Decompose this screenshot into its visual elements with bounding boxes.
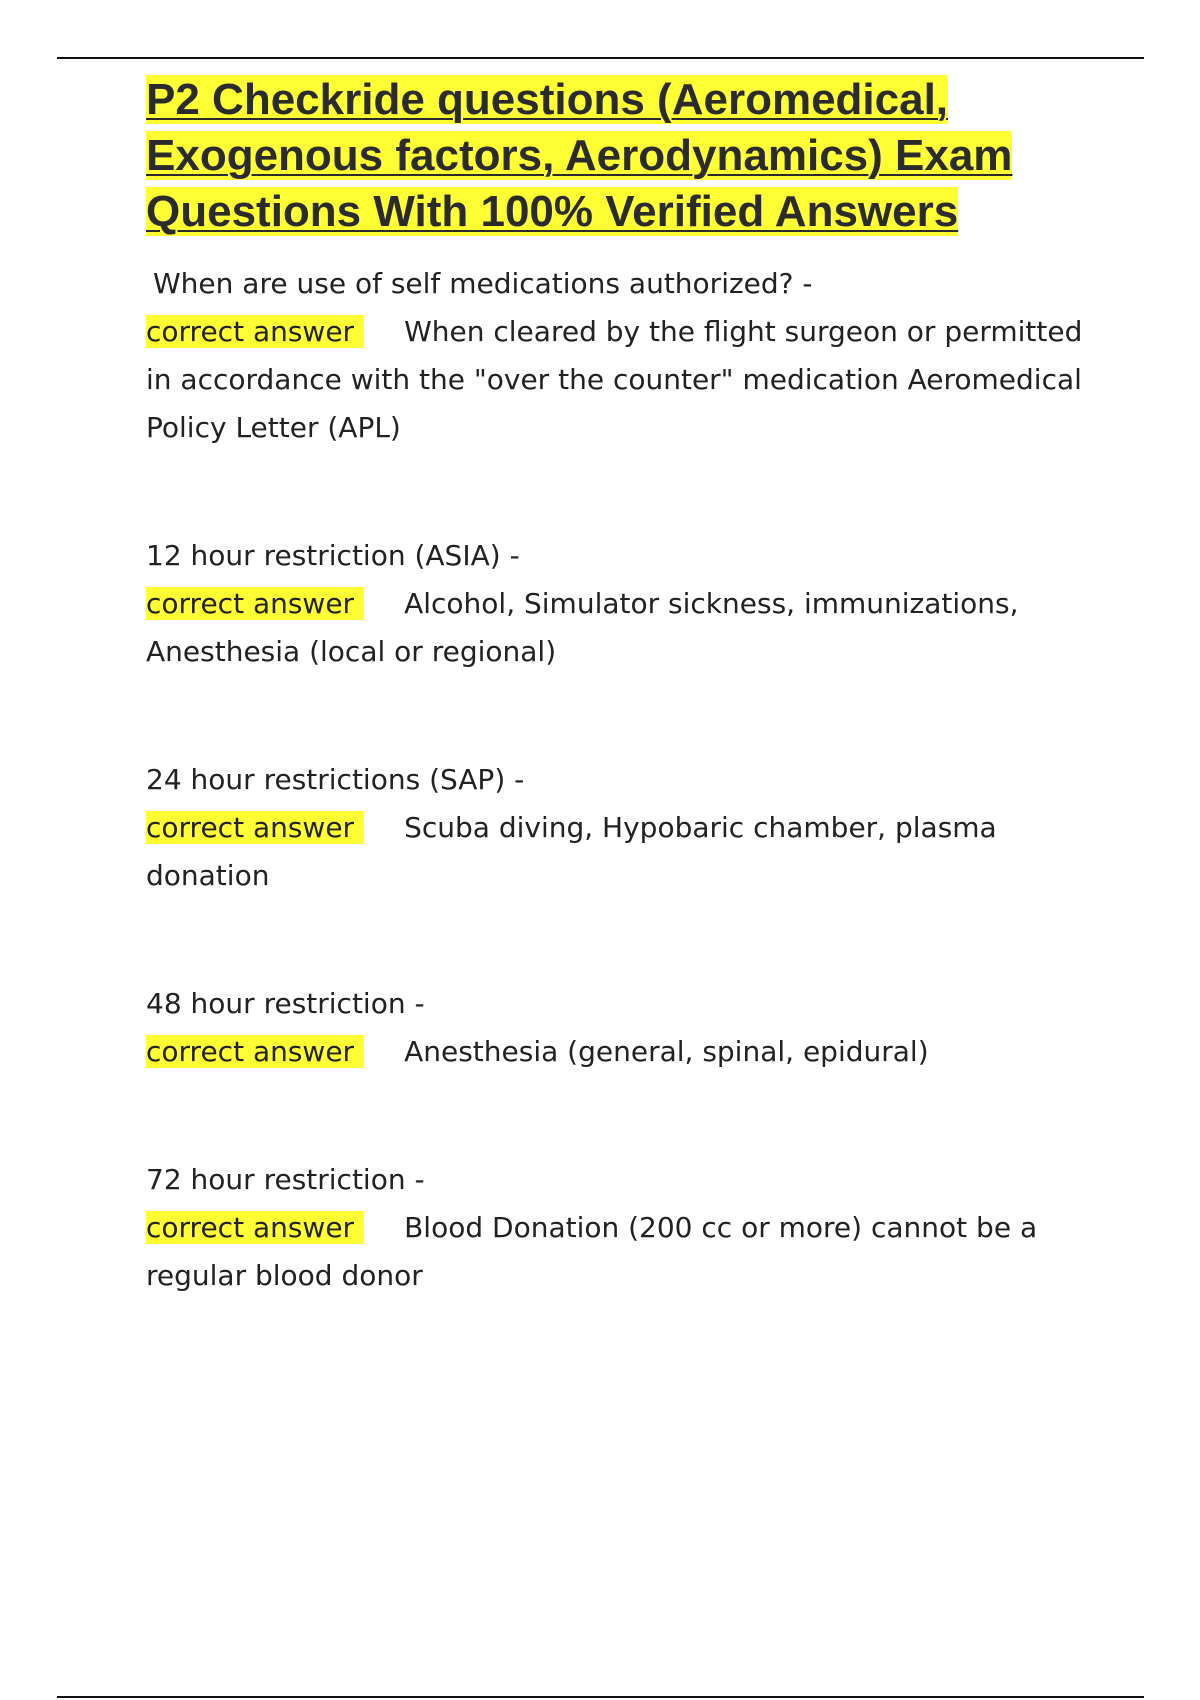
answer-block: [146, 804, 1086, 900]
answer-block: [146, 580, 1086, 676]
answer-text: Alcohol, Simulator sickness, immunizations, Anesthesia (local or regional): [146, 587, 1019, 668]
question-text: 72 hour restriction -: [146, 1163, 425, 1196]
qa-item: [146, 532, 1086, 676]
question-text: 24 hour restrictions (SAP) -: [146, 763, 525, 796]
answer-text: Scuba diving, Hypobaric chamber, plasma donation: [146, 811, 997, 892]
qa-item: [146, 1156, 1086, 1300]
correct-answer-label: correct answer: [146, 811, 364, 844]
document-title: [146, 72, 1086, 240]
question-text: 48 hour restriction -: [146, 987, 425, 1020]
qa-item: [146, 756, 1086, 900]
answer-text: Anesthesia (general, spinal, epidural): [404, 1035, 929, 1068]
correct-answer-label: correct answer: [146, 1211, 364, 1244]
document-title-text: P2 Checkride questions (Aeromedical, Exogenous factors, Aerodynamics) Exam Questions With 100% Verified Answers: [146, 75, 1013, 236]
answer-text: Blood Donation (200 cc or more) cannot be a regular blood donor: [146, 1211, 1038, 1292]
qa-item: [146, 980, 1086, 1076]
answer-block: [146, 1204, 1086, 1300]
correct-answer-label: correct answer: [146, 1035, 364, 1068]
correct-answer-label: correct answer: [146, 587, 364, 620]
question-text: 12 hour restriction (ASIA) -: [146, 539, 520, 572]
correct-answer-label: correct answer: [146, 315, 364, 348]
bottom-rule: [57, 1696, 1144, 1698]
answer-block: [146, 308, 1086, 452]
qa-item: [146, 260, 1086, 452]
document-page: [146, 72, 1086, 1300]
question-text: When are use of self medications authorized? -: [153, 267, 813, 300]
top-rule: [57, 57, 1144, 59]
answer-text: When cleared by the flight surgeon or permitted in accordance with the "over the counter" medication Aeromedical Policy Letter (APL): [146, 315, 1083, 444]
answer-block: [146, 1028, 1086, 1076]
